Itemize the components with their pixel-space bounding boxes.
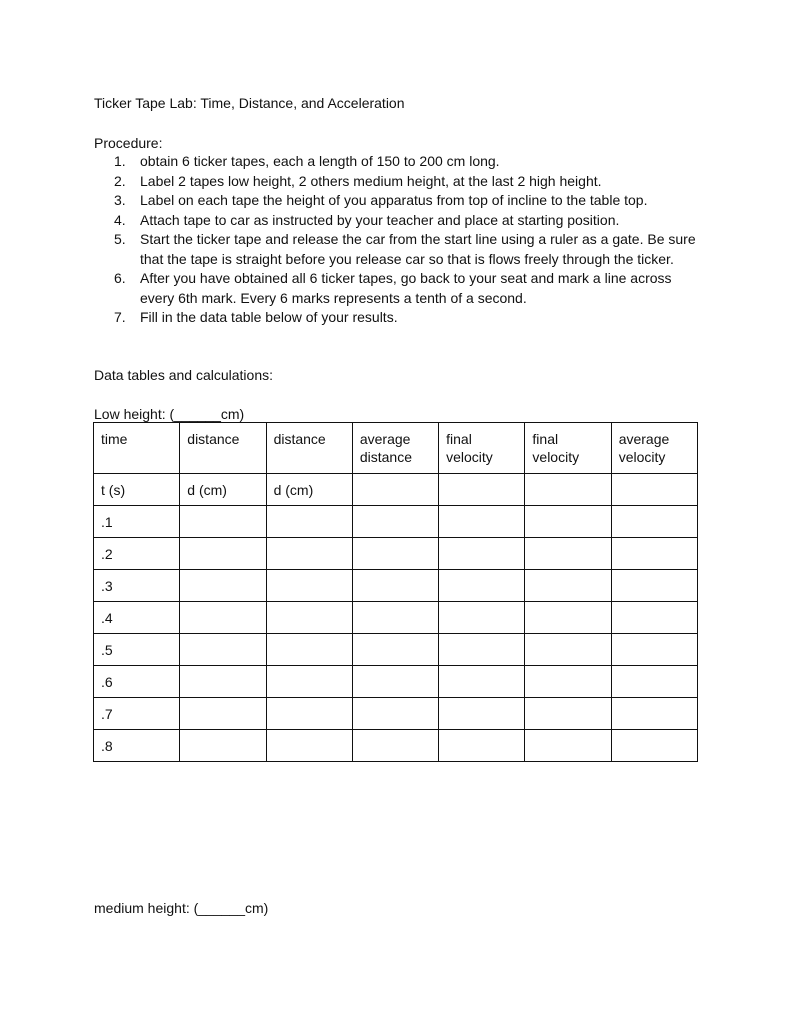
- time-cell: .1: [94, 506, 180, 538]
- procedure-step: [94, 230, 704, 269]
- header-cell: final velocity: [525, 423, 611, 474]
- procedure-step: [94, 308, 704, 328]
- blank-cell: [439, 730, 525, 762]
- step-text: Fill in the data table below of your results.: [140, 309, 398, 325]
- table-row: [94, 698, 698, 730]
- blank-cell: [611, 538, 697, 570]
- procedure-steps: [94, 152, 704, 328]
- blank-cell: [352, 602, 438, 634]
- step-text: Label 2 tapes low height, 2 others medium height, at the last 2 high height.: [140, 172, 602, 189]
- medium-height-caption: medium height: (______cm): [94, 900, 269, 916]
- step-text: Label on each tape the height of you apparatus from top of incline to the table top.: [140, 192, 648, 208]
- blank-cell: [439, 506, 525, 538]
- table-row: [94, 538, 698, 570]
- blank-cell: [266, 506, 352, 538]
- header-cell: average velocity: [611, 423, 697, 474]
- blank-cell: [266, 570, 352, 602]
- blank-cell: [525, 506, 611, 538]
- unit-cell: d (cm): [266, 474, 352, 506]
- blank-cell: [266, 602, 352, 634]
- step-number: 5.: [114, 231, 126, 247]
- blank-cell: [352, 730, 438, 762]
- table-header-row: [94, 423, 698, 474]
- blank-cell: [439, 538, 525, 570]
- procedure-heading: Procedure:: [94, 135, 163, 151]
- procedure-step: [94, 269, 704, 308]
- blank-cell: [266, 698, 352, 730]
- blank-cell: [525, 538, 611, 570]
- blank-cell: [352, 666, 438, 698]
- blank-cell: [611, 570, 697, 602]
- blank-cell: [180, 634, 266, 666]
- table-row: [94, 602, 698, 634]
- blank-cell: [352, 570, 438, 602]
- blank-cell: [266, 730, 352, 762]
- blank-cell: [611, 698, 697, 730]
- data-section-heading: Data tables and calculations:: [94, 367, 273, 383]
- procedure-step: [94, 172, 704, 192]
- blank-cell: [525, 698, 611, 730]
- step-text: Attach tape to car as instructed by your teacher and place at starting position.: [140, 211, 620, 228]
- blank-cell: [439, 634, 525, 666]
- blank-cell: [352, 538, 438, 570]
- header-cell: time: [94, 423, 180, 474]
- header-cell: average distance: [352, 423, 438, 474]
- header-cell: final velocity: [439, 423, 525, 474]
- blank-cell: [352, 506, 438, 538]
- blank-cell: [352, 634, 438, 666]
- low-height-data-table: [93, 422, 698, 762]
- table-row: [94, 506, 698, 538]
- step-text: After you have obtained all 6 ticker tapes, go back to your seat and mark a line across every 6th mark. Every 6 marks represents a tenth of a second.: [140, 270, 672, 306]
- blank-cell: [525, 634, 611, 666]
- table-row: [94, 730, 698, 762]
- blank-cell: [180, 538, 266, 570]
- step-text: obtain 6 ticker tapes, each a length of 150 to 200 cm long.: [140, 153, 500, 169]
- blank-cell: [611, 506, 697, 538]
- blank-cell: [180, 602, 266, 634]
- unit-cell: [525, 474, 611, 506]
- unit-cell: d (cm): [180, 474, 266, 506]
- header-cell: distance: [180, 423, 266, 474]
- procedure-step: [94, 152, 704, 172]
- procedure-step: [94, 211, 704, 231]
- time-cell: .4: [94, 602, 180, 634]
- blank-cell: [611, 602, 697, 634]
- step-number: 3.: [114, 192, 126, 208]
- blank-cell: [180, 506, 266, 538]
- blank-cell: [266, 634, 352, 666]
- time-cell: .2: [94, 538, 180, 570]
- blank-cell: [611, 666, 697, 698]
- unit-cell: [611, 474, 697, 506]
- blank-cell: [180, 698, 266, 730]
- unit-cell: t (s): [94, 474, 180, 506]
- table-row: [94, 666, 698, 698]
- blank-cell: [180, 730, 266, 762]
- time-cell: .3: [94, 570, 180, 602]
- step-text: Start the ticker tape and release the car from the start line using a ruler as a gate. Be sure that the tape is straight before you release car so that is flows freely through the ticker.: [140, 231, 696, 267]
- blank-cell: [525, 730, 611, 762]
- table-row: [94, 570, 698, 602]
- blank-cell: [266, 666, 352, 698]
- time-cell: .5: [94, 634, 180, 666]
- blank-cell: [439, 570, 525, 602]
- blank-cell: [352, 698, 438, 730]
- table-row: [94, 634, 698, 666]
- blank-cell: [439, 666, 525, 698]
- step-number: 1.: [114, 153, 126, 169]
- procedure-step: [94, 191, 704, 211]
- time-cell: .6: [94, 666, 180, 698]
- blank-cell: [525, 666, 611, 698]
- blank-cell: [611, 634, 697, 666]
- step-number: 6.: [114, 270, 126, 286]
- blank-cell: [525, 602, 611, 634]
- unit-cell: [439, 474, 525, 506]
- time-cell: .8: [94, 730, 180, 762]
- table-units-row: [94, 474, 698, 506]
- blank-cell: [439, 698, 525, 730]
- page-title: Ticker Tape Lab: Time, Distance, and Acceleration: [94, 95, 405, 111]
- header-cell: distance: [266, 423, 352, 474]
- blank-cell: [439, 602, 525, 634]
- step-number: 4.: [114, 211, 126, 228]
- blank-cell: [266, 538, 352, 570]
- blank-cell: [525, 570, 611, 602]
- blank-cell: [611, 730, 697, 762]
- blank-cell: [180, 570, 266, 602]
- step-number: 2.: [114, 172, 126, 189]
- blank-cell: [180, 666, 266, 698]
- unit-cell: [352, 474, 438, 506]
- step-number: 7.: [114, 309, 126, 325]
- low-height-caption: Low height: (______cm): [94, 406, 245, 422]
- time-cell: .7: [94, 698, 180, 730]
